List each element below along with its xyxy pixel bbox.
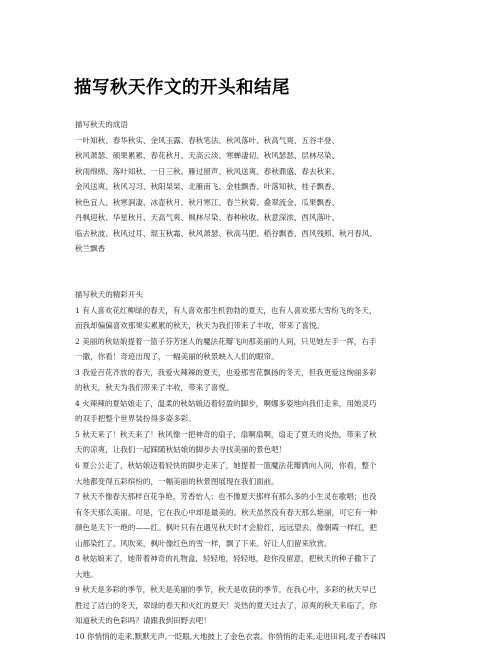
text-line: 大地。	[75, 569, 98, 579]
text-line: 大地都变得五彩缤纷的，一幅美丽的秋景图展现在我们面前。	[75, 476, 279, 486]
document-title: 描写秋天作文的开头和结尾	[74, 78, 290, 98]
text-line: 5 秋天来了！秋天来了！秋风像一把神奇的扇子，扇啊扇啊，扇走了夏天的炎热，带来了秋	[75, 429, 377, 439]
text-line: 知道秋天的色彩吗？请跟我到田野去吧！	[75, 616, 211, 626]
text-line: 的双手把整个世界装扮得多姿多彩。	[75, 414, 196, 424]
text-line: 10 你悄悄的走来,默默无声,一眨眼,大地披上了金色衣裳。你悄悄的走来,走进田间,麦子香味四	[75, 632, 386, 642]
text-line: 9 秋天是多彩的季节，秋天是美丽的季节，秋天是收获的季节。在我心中，多彩的秋天早已	[75, 585, 377, 595]
section-heading: 描写秋天的精彩开头	[75, 290, 143, 299]
text-line: 4 火辣辣的夏姑娘走了，温柔的秋姑娘迈着轻盈的脚步，啊娜多姿地向我们走来，用她灵巧	[75, 398, 377, 408]
text-line: 的秋天，秋天为我们带来了丰收，带来了喜悦。	[75, 383, 234, 393]
openings-section	[75, 287, 430, 645]
text-line: 2 美丽的秋姑娘提着一篮子芬芳迷人的魔法花瓣飞向那美丽的人间，只见她左手一挥，右手	[75, 336, 377, 346]
text-line: 有冬天那么美丽。可是，它在我心中却是最美的。秋天虽然没有春天那么艳丽，可它有一种	[75, 507, 377, 517]
text-line: 金风送爽、秋风习习、秋阳杲杲、北雁南飞、金桂飘香、叶落知秋、桂子飘香、	[75, 182, 340, 192]
text-line: 而我却偏偏喜欢那果实累累的秋天，秋天为我们带来了丰收，带来了喜悦。	[75, 321, 325, 331]
section-heading: 描写秋天的成语	[75, 120, 128, 129]
text-line: 胜过了洁白的冬天，翠绿的春天和火红的夏天！炎热的夏天过去了，凉爽的秋天来临了，你	[75, 600, 377, 610]
idioms-section	[75, 117, 430, 257]
text-line: 一叶知秋、春华秋实、金风玉露、春秋笔法、秋风落叶、秋高气爽、五谷丰登、	[75, 135, 340, 145]
text-line: 秋雨绵绵、落叶知秋、一日三秋、雁过留声、秋风送爽、春秋鼎盛、春去秋来、	[75, 166, 340, 176]
text-line: 7 秋天不像春天那样百花争艳，芳香怡人；也不像夏天那样有那么多的小生灵在歌唱；也没	[75, 492, 377, 502]
text-line: 临去秋波、秋风过耳、琨玉秋霜、秋风萧瑟、秋高马肥、稻谷飘香、西风残照、秋月春风、	[75, 228, 377, 238]
text-line: 丹枫迎秋、华星秋月、天高气爽、枫林尽染、春种秋收、秋意深浓、西风落叶、	[75, 213, 340, 223]
text-line: 颜色是天下一绝的——红。枫叶只有在遇见秋天时才会脸红，远远望去，像朝霞一样红，把	[75, 523, 377, 533]
text-line: 秋色宜人、秋寒涧凄、冰壶秋月、秋月寒江、春兰秋菊、叠翠流金、瓜果飘香、	[75, 197, 340, 207]
text-line: 一撒，你看！奇迹出现了，一幅美丽的秋景映入人们的眼帘。	[75, 352, 279, 362]
text-line: 3 我爱百花齐放的春天，我爱火辣辣的夏天，也爱那雪花飘扬的冬天，但我更爱这绚丽多彩	[75, 367, 377, 377]
text-line: 8 秋姑娘来了，她带着神奇的礼物盒，轻轻地，轻轻地，趁你没留意，把秋天的种子撒下了	[75, 554, 377, 564]
text-line: 1 有人喜欢花红柳绿的春天，有人喜欢那生机勃勃的夏天，也有人喜欢那大雪纷飞的冬天，	[75, 305, 377, 315]
text-line: 天的凉爽，让我们一起踩随秋姑娘的脚步去寻找美丽的景色吧！	[75, 445, 287, 455]
text-line: 6 夏公公走了，秋姑娘迈着轻快的脚步走来了，她提着一篮魔法花瓣洒向人间，你看，整个	[75, 461, 377, 471]
text-line: 秋兰飘香	[75, 244, 106, 254]
text-line: 山都染红了。风吹来，枫叶像红色的雪一样，飘了下来。好让人们留来欣赏。	[75, 538, 332, 548]
text-line: 秋风萧瑟、硕果累累、春花秋月、天高云淡、寒蝉凄切、秋风瑟瑟、层林尽染、	[75, 151, 340, 161]
